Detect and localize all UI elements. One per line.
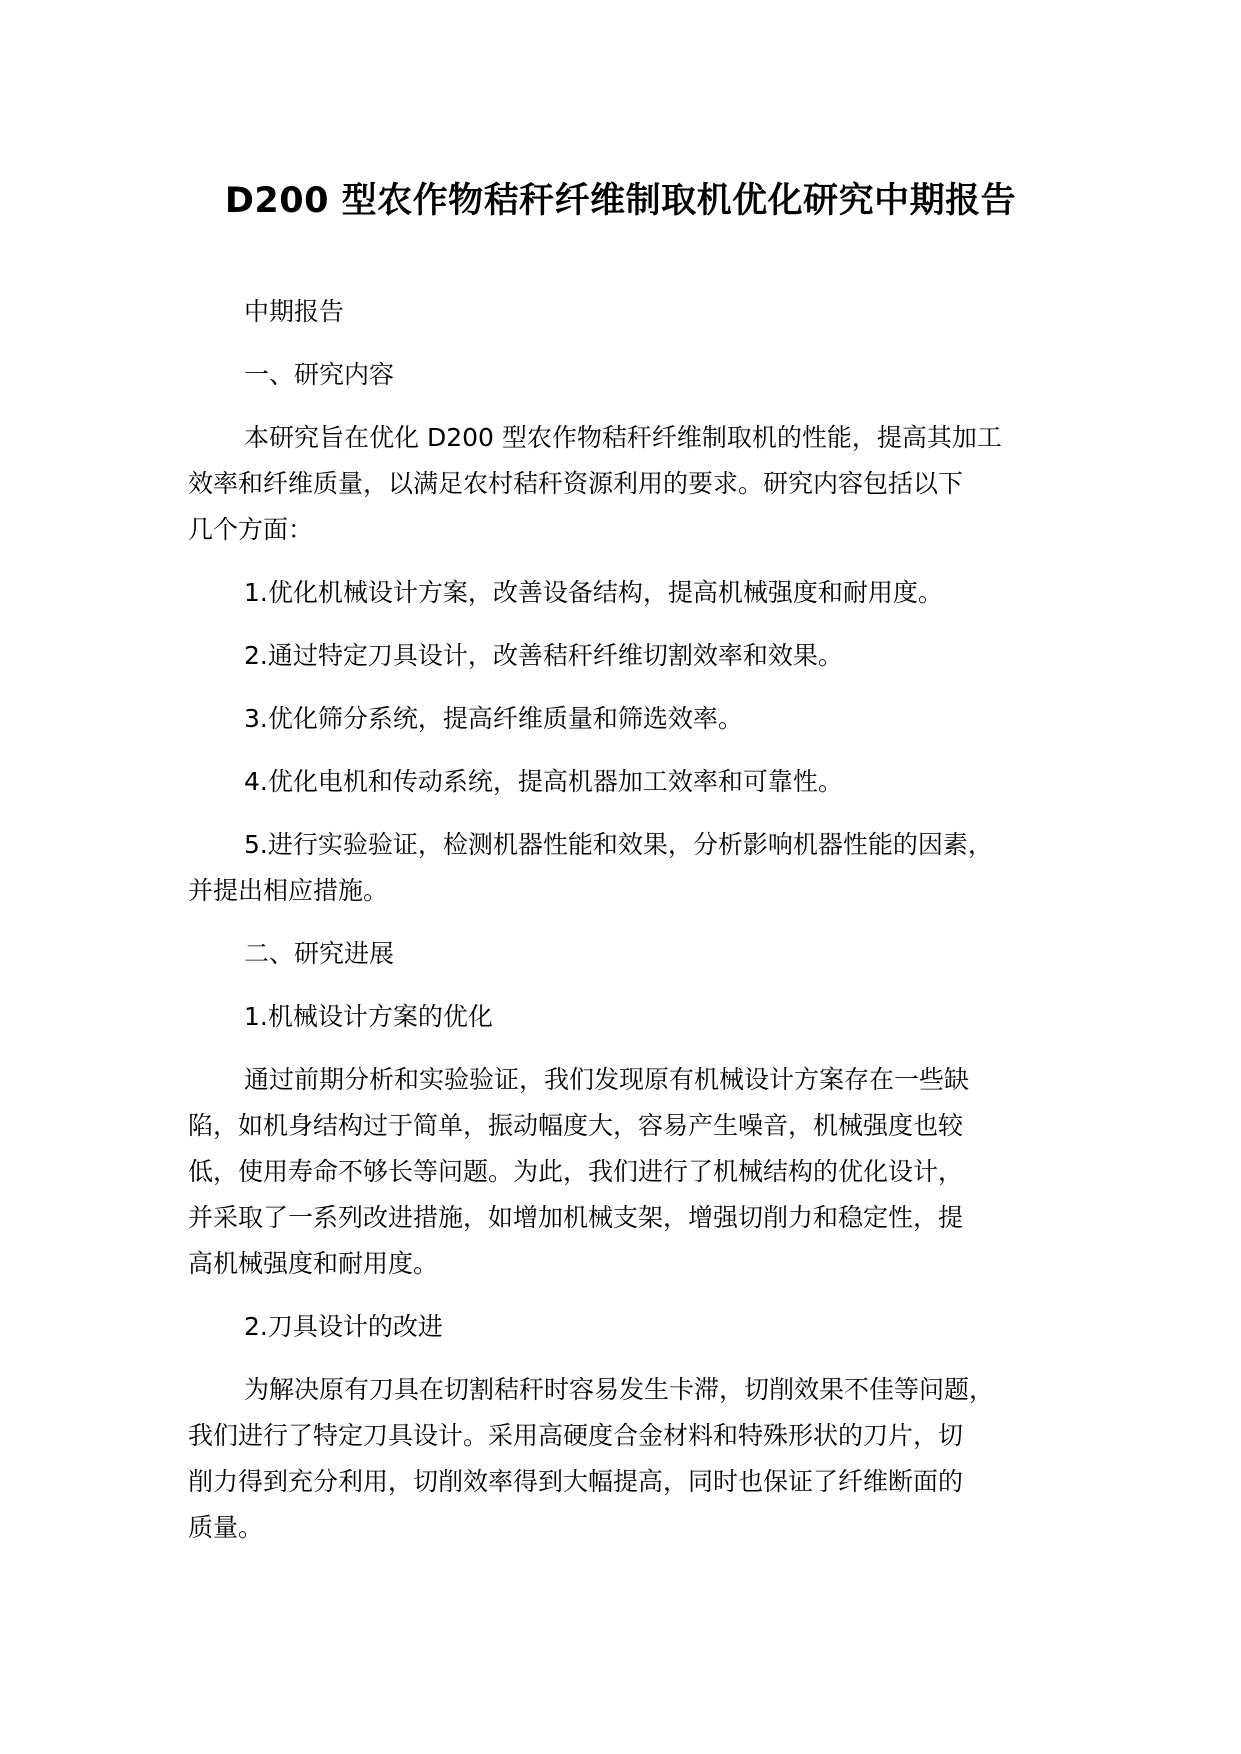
- text-line: 我们进行了特定刀具设计。采用高硬度合金材料和特殊形状的刀片，切: [188, 1421, 964, 1450]
- text-line: 中期报告: [244, 297, 345, 326]
- text-line: 5.进行实验验证，检测机器性能和效果，分析影响机器性能的因素，: [244, 830, 993, 859]
- subsection-heading: [188, 1304, 1068, 1350]
- paragraph: [188, 1367, 1068, 1551]
- paragraph: [188, 289, 1068, 335]
- list-item: [188, 696, 1068, 742]
- text-line: 高机械强度和耐用度。: [188, 1249, 439, 1278]
- text-line: 几个方面：: [188, 515, 314, 544]
- text-line: 1.机械设计方案的优化: [244, 1002, 493, 1031]
- document-body: [188, 289, 1068, 1568]
- list-item: [188, 633, 1068, 679]
- list-item: [188, 570, 1068, 616]
- text-line: 削力得到充分利用，切削效率得到大幅提高，同时也保证了纤维断面的: [188, 1467, 964, 1496]
- document-title: D200 型农作物秸秆纤维制取机优化研究中期报告: [224, 181, 1017, 221]
- text-line: 通过前期分析和实验验证，我们发现原有机械设计方案存在一些缺: [244, 1065, 970, 1094]
- text-line: 3.优化筛分系统，提高纤维质量和筛选效率。: [244, 704, 743, 733]
- text-line: 1.优化机械设计方案，改善设备结构，提高机械强度和耐用度。: [244, 578, 943, 607]
- text-line: 2.刀具设计的改进: [244, 1312, 443, 1341]
- section-heading: [188, 352, 1068, 398]
- text-line: 本研究旨在优化 D200 型农作物秸秆纤维制取机的性能，提高其加工: [244, 423, 1002, 452]
- list-item: [188, 759, 1068, 805]
- text-line: 为解决原有刀具在切割秸秆时容易发生卡滞，切削效果不佳等问题，: [244, 1375, 995, 1404]
- text-line: 一、研究内容: [244, 360, 395, 389]
- text-line: 效率和纤维质量，以满足农村秸秆资源利用的要求。研究内容包括以下: [188, 469, 964, 498]
- text-line: 4.优化电机和传动系统，提高机器加工效率和可靠性。: [244, 767, 843, 796]
- text-line: 并提出相应措施。: [188, 876, 389, 905]
- text-line: 并采取了一系列改进措施，如增加机械支架，增强切削力和稳定性，提: [188, 1203, 964, 1232]
- text-line: 陷，如机身结构过于简单，振动幅度大，容易产生噪音，机械强度也较: [188, 1111, 964, 1140]
- text-line: 二、研究进展: [244, 939, 395, 968]
- list-item: [188, 822, 1068, 914]
- paragraph: [188, 1057, 1068, 1287]
- subsection-heading: [188, 994, 1068, 1040]
- text-line: 2.通过特定刀具设计，改善秸秆纤维切割效率和效果。: [244, 641, 843, 670]
- text-line: 质量。: [188, 1513, 264, 1542]
- section-heading: [188, 931, 1068, 977]
- paragraph: [188, 415, 1068, 553]
- text-line: 低，使用寿命不够长等问题。为此，我们进行了机械结构的优化设计，: [188, 1157, 964, 1186]
